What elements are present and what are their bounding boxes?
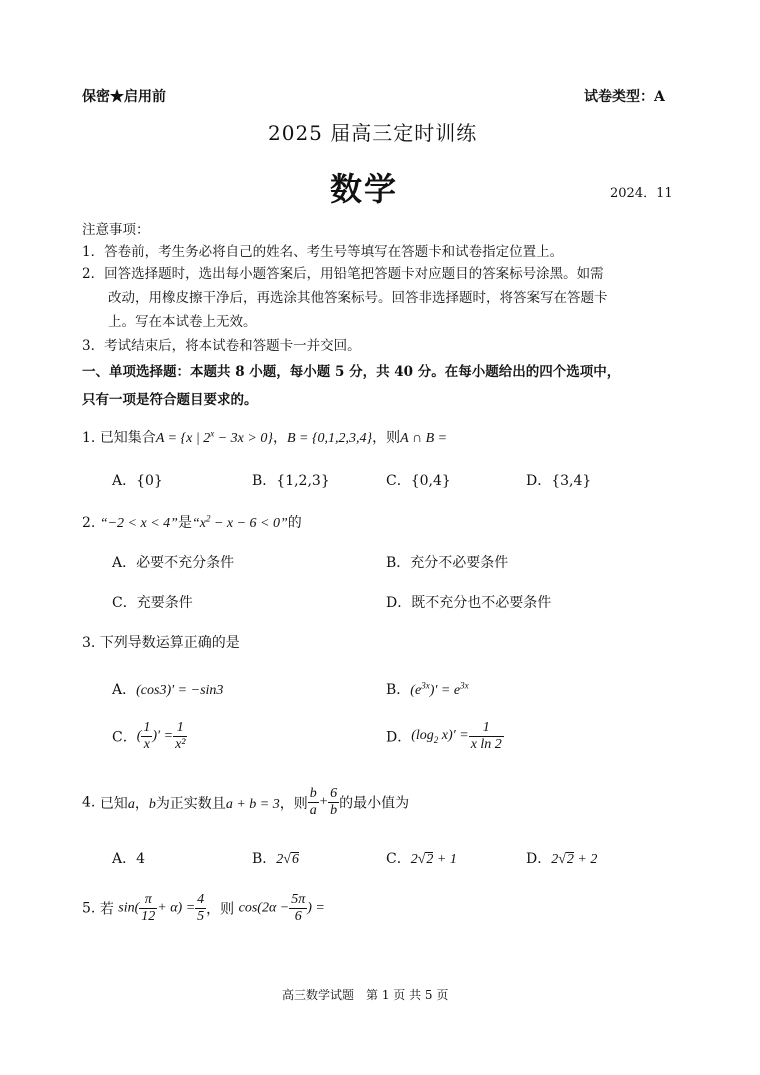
- q4-option-d[interactable]: D．2√2 + 2: [526, 851, 598, 867]
- question-2: [82, 512, 302, 532]
- ask-expr: A ∩ B =: [400, 431, 448, 446]
- q1-option-c[interactable]: C．{0,4}: [386, 473, 451, 489]
- question-text: 已知集合: [99, 430, 156, 446]
- q1-option-a[interactable]: A．{0}: [112, 473, 163, 489]
- question-number: 4.: [82, 794, 96, 811]
- question-4: 4. 已知a，b为正实数且a + b = 3，则 $\frac{b}{a}$ + $\frac{6}{b}$ 的最小值为: [82, 786, 410, 818]
- exam-title: 2025 届高三定时训练: [268, 121, 478, 145]
- set-a-expr: A = {x | $2^x - 3x > 0$}: [155, 428, 273, 446]
- condition-1: “−2 < x < 4”: [99, 516, 178, 531]
- q3-option-b[interactable]: B．$(e^{3x})' = e^{3x}$: [386, 680, 469, 698]
- question-number: 1.: [82, 430, 96, 446]
- q4-option-c[interactable]: C．2√2 + 1: [386, 851, 457, 867]
- q2-option-c[interactable]: C．充要条件: [112, 595, 193, 611]
- confidential-label: 保密★启用前: [82, 89, 166, 105]
- notice-item-2-cont-2: 上。写在本试卷上无效。: [108, 314, 257, 330]
- q3-option-c[interactable]: C．( $\frac{1}{x}$ )′ = $\frac{1}{\text{x²}}$: [112, 720, 186, 752]
- exam-date: 2024．11: [610, 186, 673, 201]
- question-number: 2.: [82, 515, 96, 531]
- page-footer: 高三数学试题 第 1 页 共 5 页: [282, 988, 449, 1002]
- question-1: [82, 427, 447, 447]
- connector: 是: [177, 515, 192, 531]
- question-number: 5.: [82, 900, 96, 917]
- section-heading-line-2: 只有一项是符合题目要求的。: [82, 392, 258, 408]
- section-heading-line-1: 一、单项选择题：本题共 8 小题，每小题 5 分，共 40 分。在每小题给出的四个选项中，: [82, 364, 621, 380]
- question-text: 下列导数运算正确的是: [99, 635, 240, 651]
- q1-option-b[interactable]: B．{1,2,3}: [252, 473, 330, 489]
- notice-item-2-cont-1: 改动，用橡皮擦干净后，再选涂其他答案标号。回答非选择题时，将答案写在答题卡: [108, 290, 608, 306]
- notice-item-2: 2．回答选择题时，选出每小题答案后，用铅笔把答题卡对应题目的答案标号涂黑。如需: [82, 266, 604, 282]
- question-3: [82, 632, 240, 652]
- separator: ，: [272, 430, 287, 446]
- q2-option-b[interactable]: B．充分不必要条件: [386, 555, 509, 571]
- condition-2: “$x^2 - x - 6 < 0$”: [191, 513, 288, 531]
- notice-item-1: 1．答卷前，考生务必将自己的姓名、考生号等填写在答题卡和试卷指定位置上。: [82, 244, 564, 260]
- q4-option-b[interactable]: B．2√6: [252, 851, 299, 867]
- question-text-then: ，则: [372, 430, 401, 446]
- q3-option-d[interactable]: D．($\log_2$ x)′ = $\frac{1}{\text{x ln 2}}$: [386, 720, 502, 752]
- notice-heading: 注意事项：: [82, 222, 150, 238]
- q4-option-a[interactable]: A．4: [112, 851, 146, 867]
- paper-type-label: 试卷类型：A: [584, 89, 665, 105]
- suffix: 的: [287, 515, 302, 531]
- set-b-expr: B = {0,1,2,3,4}: [286, 431, 373, 446]
- q1-option-d[interactable]: D．{3,4}: [526, 473, 592, 489]
- q3-option-a[interactable]: A．(cos3)′ = −sin3: [112, 682, 224, 698]
- q2-option-a[interactable]: A．必要不充分条件: [112, 555, 235, 571]
- notice-item-3: 3．考试结束后，将本试卷和答题卡一并交回。: [82, 338, 361, 354]
- subject-title: 数学: [330, 170, 399, 208]
- q2-option-d[interactable]: D．既不充分也不必要条件: [386, 595, 552, 611]
- question-number: 3.: [82, 635, 96, 651]
- question-5: 5. 若 sin( $\frac{\pi}{12}$ + α) = $\frac{4}{5}$ ，则 cos(2α − $\frac{5\pi}{6}$ ) =: [82, 892, 325, 924]
